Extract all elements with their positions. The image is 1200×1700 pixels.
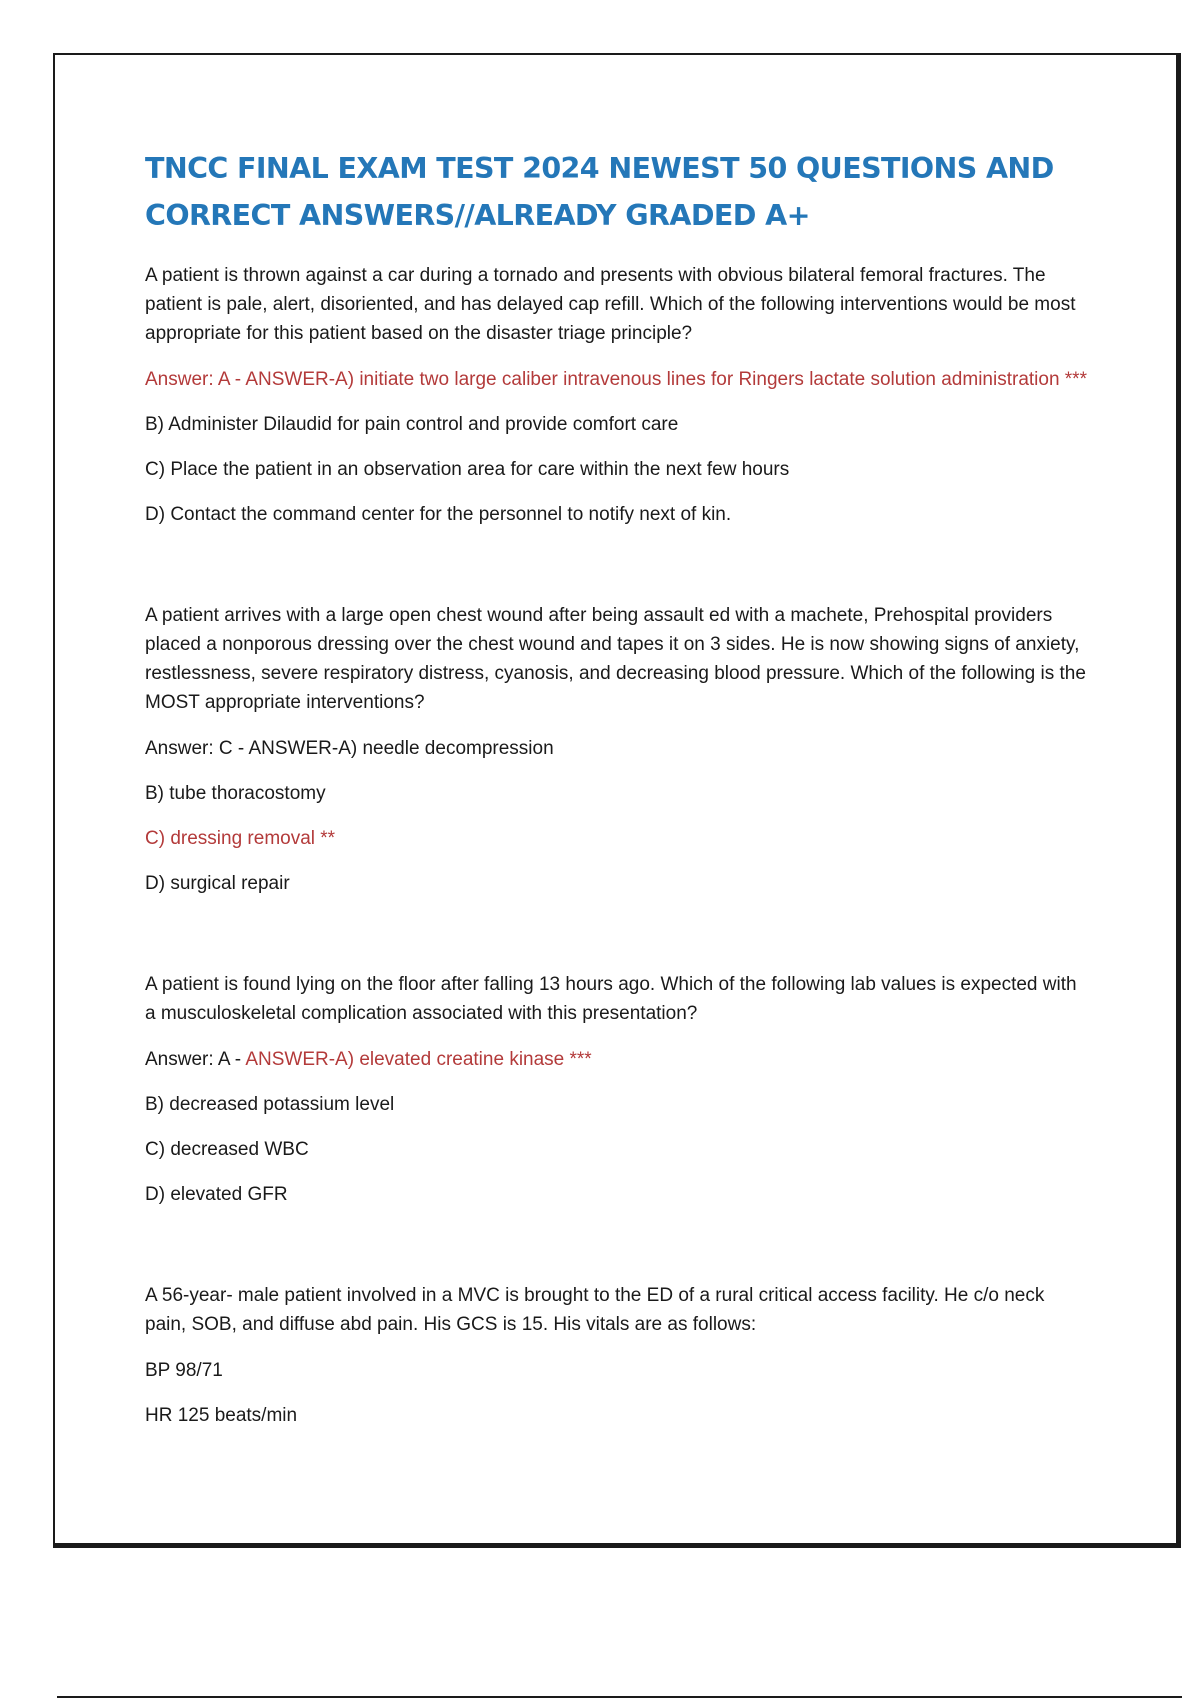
document-title: TNCC FINAL EXAM TEST 2024 NEWEST 50 QUESTIONS AND CORRECT ANSWERS//ALREADY GRADED A+ [145, 152, 1054, 232]
option-d: D) elevated GFR [145, 1184, 288, 1205]
question-text: A patient is found lying on the floor after falling 13 hours ago. Which of the following lab values is expected with a musculoskeletal complication associated with this presentation? [145, 974, 1077, 1024]
correct-answer: Answer: A - ANSWER-A) initiate two large caliber intravenous lines for Ringers lactate solution administration *** [145, 369, 1087, 390]
spacer [145, 915, 1090, 970]
option-b: B) decreased potassium level [145, 1094, 395, 1115]
option-d: D) Contact the command center for the personnel to notify next of kin. [145, 504, 732, 525]
question-text: A 56-year- male patient involved in a MVC is brought to the ED of a rural critical access facility. He c/o neck pain, SOB, and diffuse abd pain. His GCS is 15. His vitals are as follows: [145, 1285, 1045, 1335]
option-c: C) decreased WBC [145, 1139, 309, 1160]
question-block-2 [145, 601, 1090, 898]
correct-answer: C) dressing removal ** [145, 828, 336, 849]
document-body [145, 145, 1090, 1447]
question-text: A patient is thrown against a car during a tornado and presents with obvious bilateral femoral fractures. The patient is pale, alert, disoriented, and has delayed cap refill. Which of the following interventions would be most appropriate for this patient based on the disaster triage principle? [145, 265, 1076, 344]
footer-divider [57, 1696, 1182, 1698]
answer-prefix: Answer: A - [145, 1049, 246, 1070]
spacer [145, 1226, 1090, 1281]
option-c: C) Place the patient in an observation area for care within the next few hours [145, 459, 790, 480]
vital-hr: HR 125 beats/min [145, 1405, 298, 1426]
question-text: A patient arrives with a large open chest wound after being assault ed with a machete, Prehospital providers placed a nonporous dressing over the chest wound and tapes it on 3 sides. He is now showing signs of anxiety, restlessness, severe respiratory distress, cyanosis, and decreasing blood pressure. Which of the following is the MOST appropriate interventions? [145, 605, 1086, 713]
vital-bp: BP 98/71 [145, 1360, 223, 1381]
question-block-1 [145, 261, 1090, 529]
option-d: D) surgical repair [145, 873, 290, 894]
spacer [145, 546, 1090, 601]
question-block-4 [145, 1281, 1090, 1430]
correct-answer: ANSWER-A) elevated creatine kinase *** [245, 1049, 592, 1070]
option-b: B) Administer Dilaudid for pain control and provide comfort care [145, 414, 679, 435]
option-a: Answer: C - ANSWER-A) needle decompression [145, 738, 554, 759]
answer-line [145, 1046, 1090, 1074]
option-b: B) tube thoracostomy [145, 783, 326, 804]
question-block-3 [145, 970, 1090, 1209]
